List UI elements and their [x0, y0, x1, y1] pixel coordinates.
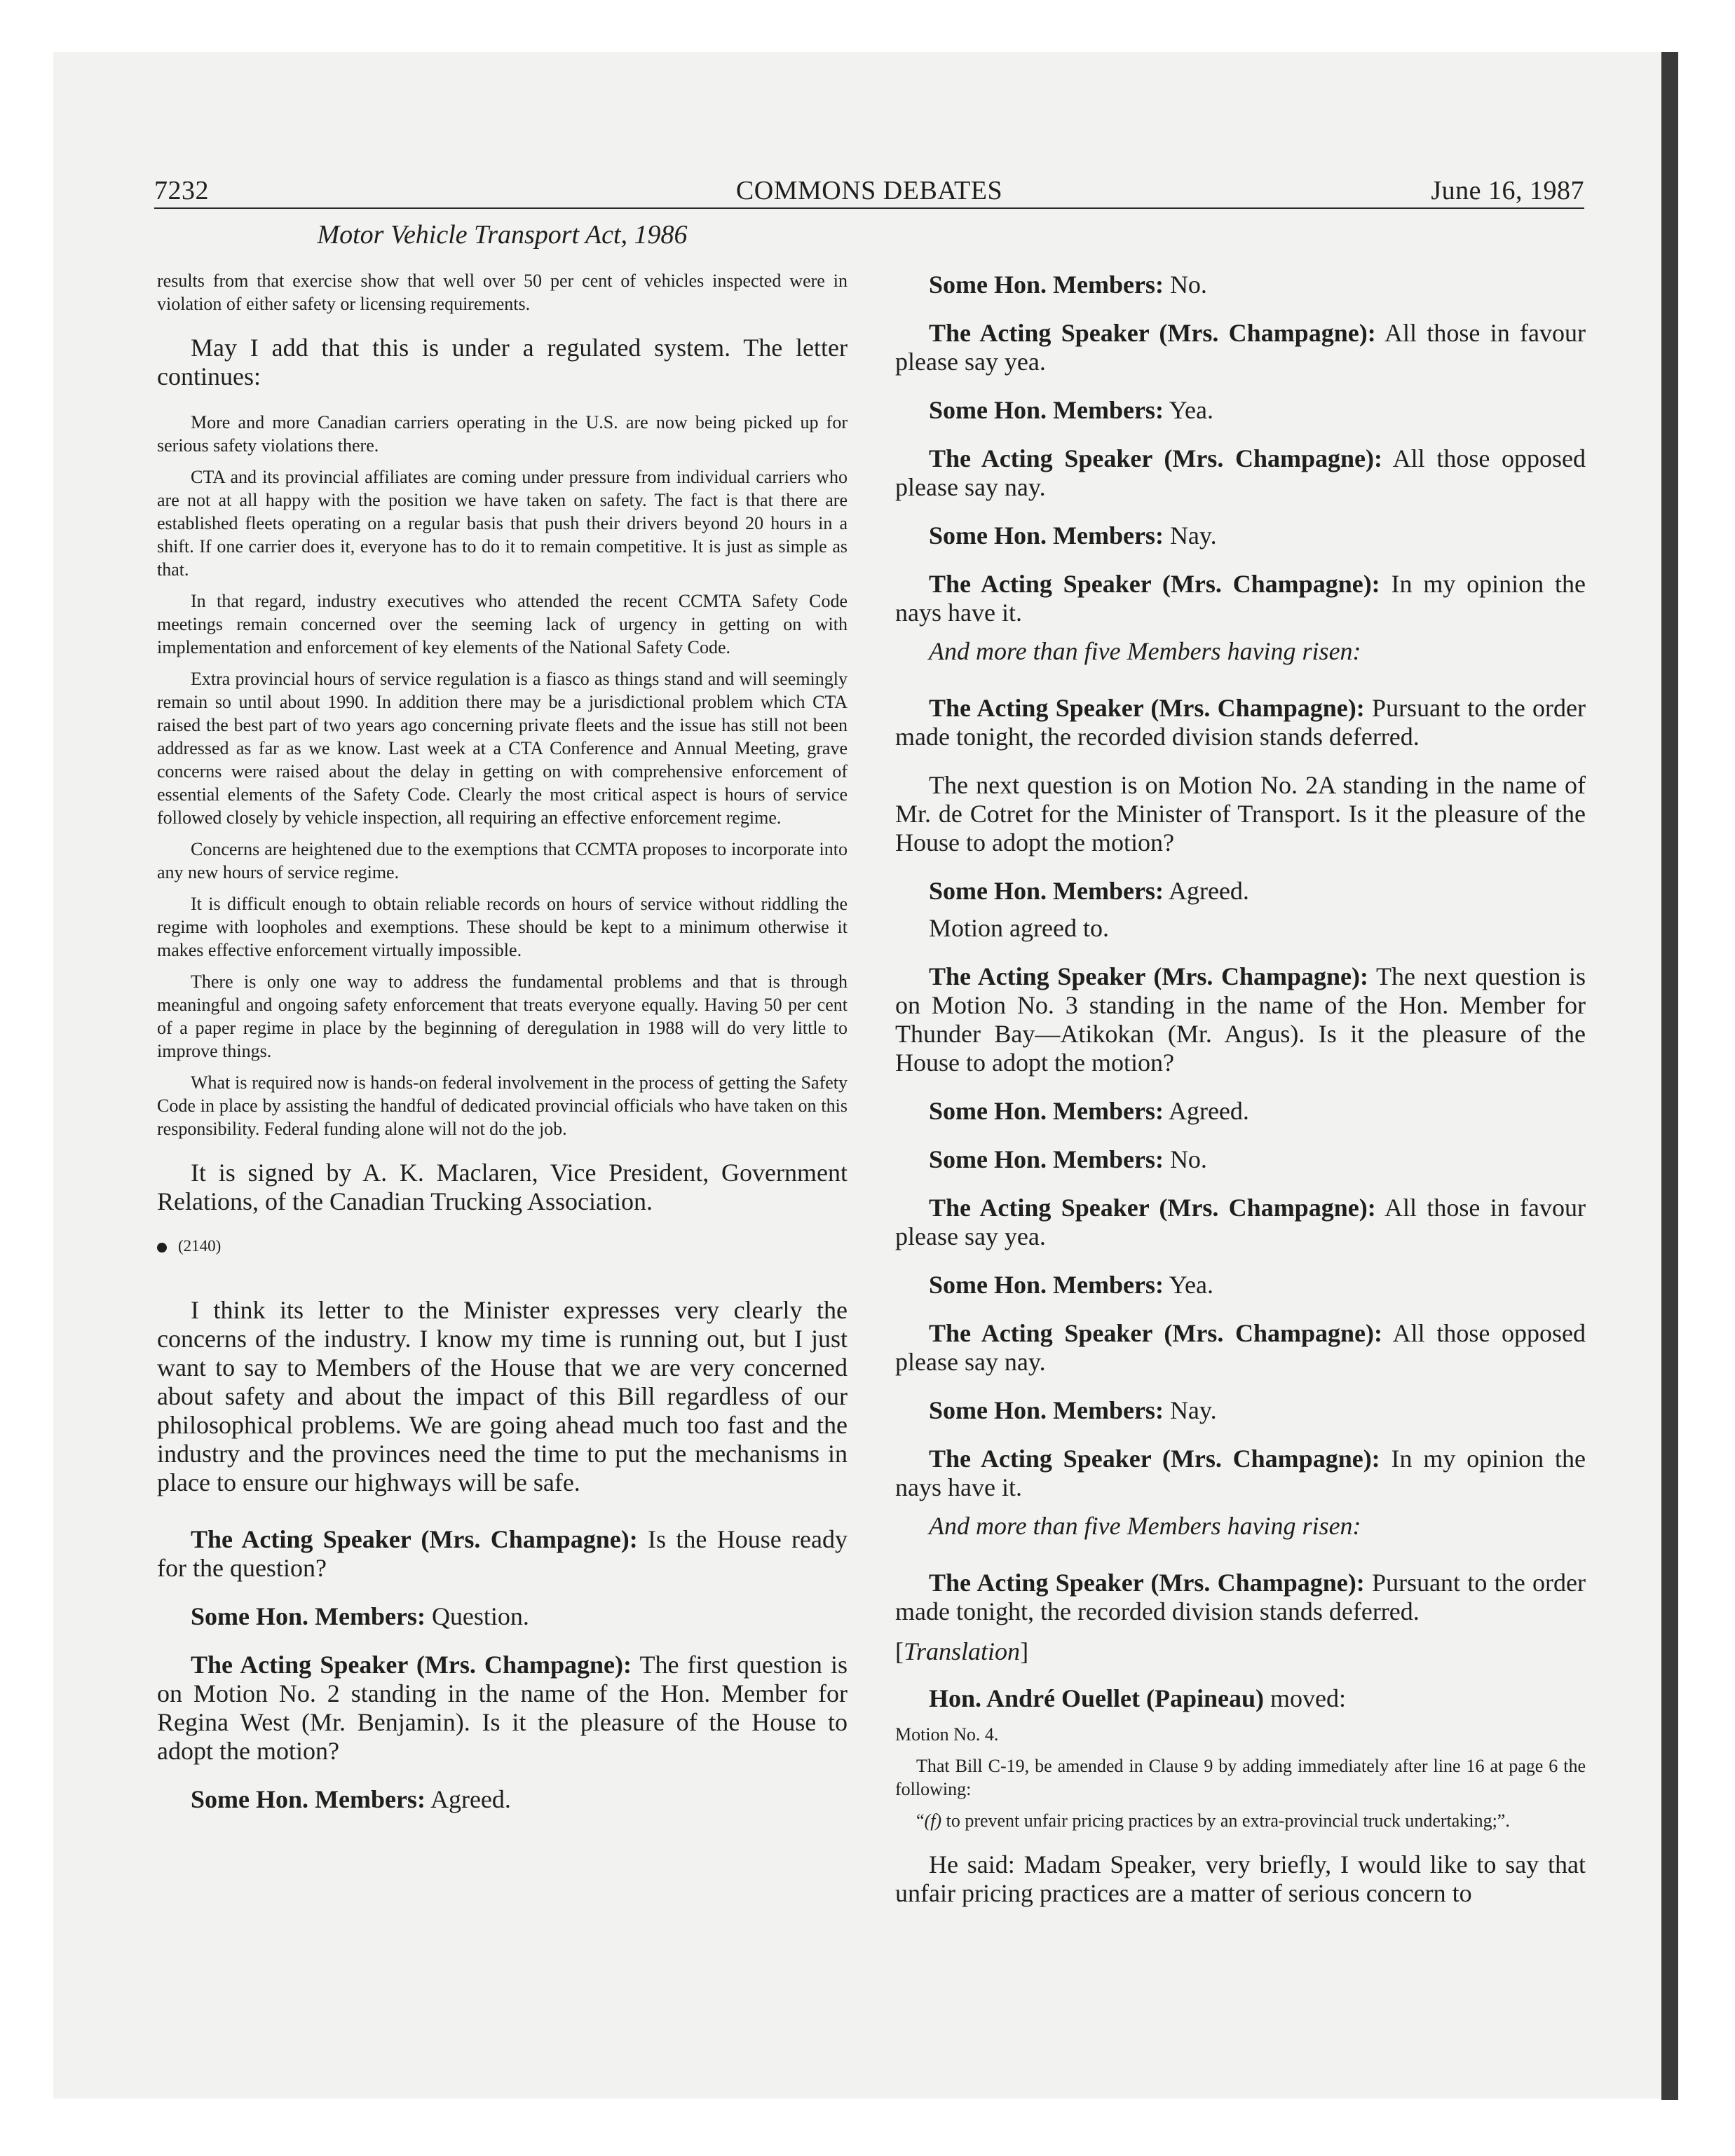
letter-quote: There is only one way to address the fundamental problems and that is through meaningful and ongoing safety enforcement that treats everyone equally. Having 50 per cent of a paper regime in place by the beginning of deregulation in 1988 will do very little to improve things.	[157, 971, 848, 1061]
speaker-name: The Acting Speaker (Mrs. Champagne):	[929, 1194, 1376, 1222]
speaker-name: Hon. André Ouellet (Papineau)	[929, 1684, 1265, 1712]
speaker-text: Yea.	[1163, 1271, 1213, 1299]
speaker-text: Agreed.	[425, 1785, 511, 1813]
letter-quote: CTA and its provincial affiliates are coming under pressure from individual carriers who are not at all happy with the position we have taken on safety. The fact is that there are established fleets operating on a regular basis that push their drivers beyond 20 hours in a shift. If one carrier does it, everyone has to do it to remain competitive. It is just as simple as that.	[157, 467, 848, 580]
speaker-intervention	[895, 319, 1586, 376]
translation-label: Translation	[904, 1637, 1021, 1665]
speaker-text: All those opposed please say nay.	[895, 1319, 1586, 1376]
page-date: June 16, 1987	[1431, 176, 1584, 205]
speech-paragraph: It is signed by A. K. Maclaren, Vice President, Government Relations, of the Canadian Trucking Association.	[157, 1159, 848, 1215]
speaker-name: The Acting Speaker (Mrs. Champagne):	[929, 694, 1365, 722]
speaker-name: The Acting Speaker (Mrs. Champagne):	[929, 444, 1382, 472]
speaker-text: In my opinion the nays have it.	[895, 1445, 1586, 1501]
speaker-text: Is the House ready for the question?	[157, 1525, 848, 1582]
speaker-name: Some Hon. Members:	[929, 1097, 1164, 1125]
speaker-name: Some Hon. Members:	[929, 1271, 1164, 1299]
members-intervention	[895, 877, 1586, 906]
speaker-name: The Acting Speaker (Mrs. Champagne):	[191, 1525, 638, 1553]
letter-quote: More and more Canadian carriers operating in the U.S. are now being picked up for serious safety violations there.	[157, 412, 848, 456]
speaker-text: Nay.	[1163, 521, 1217, 550]
speaker-intervention	[895, 1319, 1586, 1377]
speaker-name: The Acting Speaker (Mrs. Champagne):	[929, 962, 1369, 990]
speaker-name: The Acting Speaker (Mrs. Champagne):	[929, 1569, 1365, 1597]
right-column	[895, 271, 1586, 1928]
speaker-text: Yea.	[1163, 396, 1213, 424]
speaker-text: Agreed.	[1163, 1097, 1249, 1125]
speaker-name: Some Hon. Members:	[191, 1602, 426, 1630]
speaker-intervention	[157, 1525, 848, 1583]
members-intervention	[895, 1396, 1586, 1425]
time-stamp-text: (2140)	[178, 1237, 222, 1255]
speaker-text: All those in favour please say yea.	[895, 1194, 1586, 1250]
motion-text: That Bill C-19, be amended in Clause 9 by adding immediately after line 16 at page 6 the following:	[895, 1756, 1586, 1799]
clause-text: to prevent unfair pricing practices by an extra-provincial truck undertaking;”.	[941, 1810, 1510, 1831]
proceeding-note: Motion agreed to.	[929, 914, 1109, 942]
speaker-intervention	[895, 1194, 1586, 1251]
speaker-text: Agreed.	[1163, 877, 1249, 905]
speaker-text: No.	[1163, 1145, 1207, 1173]
translation-tag: [Translation]	[895, 1637, 1029, 1665]
speaker-name: Some Hon. Members:	[929, 271, 1164, 299]
speaker-intervention	[895, 1445, 1586, 1502]
motion-label: Motion No. 4.	[895, 1724, 999, 1745]
speaker-name: The Acting Speaker (Mrs. Champagne):	[929, 1319, 1382, 1347]
speaker-name: Some Hon. Members:	[929, 877, 1164, 905]
speaker-text: Question.	[425, 1602, 529, 1630]
speaker-text: In my opinion the nays have it.	[895, 570, 1586, 627]
stage-direction: And more than five Members having risen:	[929, 1512, 1361, 1540]
members-intervention	[895, 1097, 1586, 1126]
speaker-text: No.	[1163, 271, 1207, 299]
speaker-name: Some Hon. Members:	[929, 1145, 1164, 1173]
clause-letter: (f)	[924, 1810, 942, 1831]
speaker-intervention	[157, 1651, 848, 1766]
speech-paragraph: I think its letter to the Minister expresses very clearly the concerns of the industry. I know my time is running out, but I just want to say to Members of the House that we are very concerned about safety and about the impact of this Bill regardless of our philosophical problems. We are going ahead much too fast and the industry and the provinces need the time to put the mechanisms in place to ensure our highways will be safe.	[157, 1296, 848, 1496]
speaker-intervention	[895, 962, 1586, 1077]
speaker-text: Pursuant to the order made tonight, the recorded division stands deferred.	[895, 694, 1586, 751]
speaker-text: The next question is on Motion No. 3 standing in the name of the Hon. Member for Thunder Bay—Atikokan (Mr. Angus). Is it the pleasure of the House to adopt the motion?	[895, 962, 1586, 1077]
speaker-name: Some Hon. Members:	[929, 1396, 1164, 1424]
motion-clause: “(f) to prevent unfair pricing practices by an extra-provincial truck undertaking;”.	[916, 1810, 1510, 1831]
speech-paragraph: He said: Madam Speaker, very briefly, I would like to say that unfair pricing practices are a matter of serious concern to	[895, 1850, 1586, 1907]
members-intervention	[157, 1785, 848, 1814]
letter-quote: It is difficult enough to obtain reliable records on hours of service without riddling the regime with loopholes and exemptions. These should be kept to a minimum otherwise it makes effective enforcement virtually impossible.	[157, 894, 848, 960]
speaker-text: All those in favour please say yea.	[895, 319, 1586, 376]
speaker-text: All those opposed please say nay.	[895, 444, 1586, 501]
speaker-intervention	[895, 694, 1586, 751]
speaker-name: The Acting Speaker (Mrs. Champagne):	[929, 319, 1376, 347]
left-column	[157, 217, 848, 1834]
speaker-name: The Acting Speaker (Mrs. Champagne):	[929, 1445, 1380, 1473]
speaker-text: Pursuant to the order made tonight, the recorded division stands deferred.	[895, 1569, 1586, 1625]
speaker-intervention	[895, 444, 1586, 502]
page-header	[154, 175, 1584, 209]
letter-quote: In that regard, industry executives who attended the recent CCMTA Safety Code meetings remain concerned over the seeming lack of urgency in getting on with implementation and enforcement of key elements of the National Safety Code.	[157, 591, 848, 657]
running-title: Motor Vehicle Transport Act, 1986	[317, 220, 688, 250]
mover-intervention	[895, 1684, 1586, 1713]
speaker-text: moved:	[1264, 1684, 1347, 1712]
members-intervention	[895, 271, 1586, 299]
speaker-name: The Acting Speaker (Mrs. Champagne):	[191, 1651, 632, 1679]
stage-direction: And more than five Members having risen:	[929, 637, 1361, 665]
speech-paragraph: The next question is on Motion No. 2A standing in the name of Mr. de Cotret for the Minister of Transport. Is it the pleasure of the House to adopt the motion?	[895, 771, 1586, 857]
scan-edge-shadow	[1661, 52, 1678, 2100]
letter-quote: results from that exercise show that well over 50 per cent of vehicles inspected were in violation of either safety or licensing requirements.	[157, 271, 848, 314]
letter-quote: Concerns are heightened due to the exemptions that CCMTA proposes to incorporate into any new hours of service regime.	[157, 839, 848, 882]
speaker-name: Some Hon. Members:	[929, 521, 1164, 550]
speaker-name: Some Hon. Members:	[929, 396, 1164, 424]
speaker-text: The first question is on Motion No. 2 standing in the name of the Hon. Member for Regina West (Mr. Benjamin). Is it the pleasure of the House to adopt the motion?	[157, 1651, 848, 1765]
publication-title: COMMONS DEBATES	[735, 176, 1003, 205]
members-intervention	[895, 521, 1586, 550]
members-intervention	[895, 396, 1586, 425]
letter-quote: What is required now is hands-on federal involvement in the process of getting the Safety Code in place by assisting the handful of dedicated provincial officials who have taken on this responsibility. Federal funding alone will not do the job.	[157, 1072, 848, 1139]
members-intervention	[157, 1602, 848, 1631]
bullet-icon	[157, 1243, 167, 1253]
members-intervention	[895, 1145, 1586, 1174]
speaker-text: Nay.	[1163, 1396, 1217, 1424]
speaker-intervention	[895, 1569, 1586, 1626]
speaker-name: The Acting Speaker (Mrs. Champagne):	[929, 570, 1380, 598]
speaker-name: Some Hon. Members:	[191, 1785, 426, 1813]
members-intervention	[895, 1271, 1586, 1299]
speaker-intervention	[895, 570, 1586, 627]
time-stamp	[157, 1236, 848, 1257]
speech-paragraph: May I add that this is under a regulated system. The letter continues:	[157, 334, 848, 390]
page-number: 7232	[154, 176, 209, 205]
letter-quote: Extra provincial hours of service regulation is a fiasco as things stand and will seemingly remain so until about 1990. In addition there may be a jurisdictional problem which CTA raised the best part of two years ago concerning private fleets and the issue has still not been addressed as far as we know. Last week at a CTA Conference and Annual Meeting, grave concerns were raised about the delay in getting on with comprehensive enforcement of essential elements of the Safety Code. Clearly the most critical aspect is hours of service followed closely by vehicle inspection, all requiring an effective enforcement regime.	[157, 669, 848, 828]
